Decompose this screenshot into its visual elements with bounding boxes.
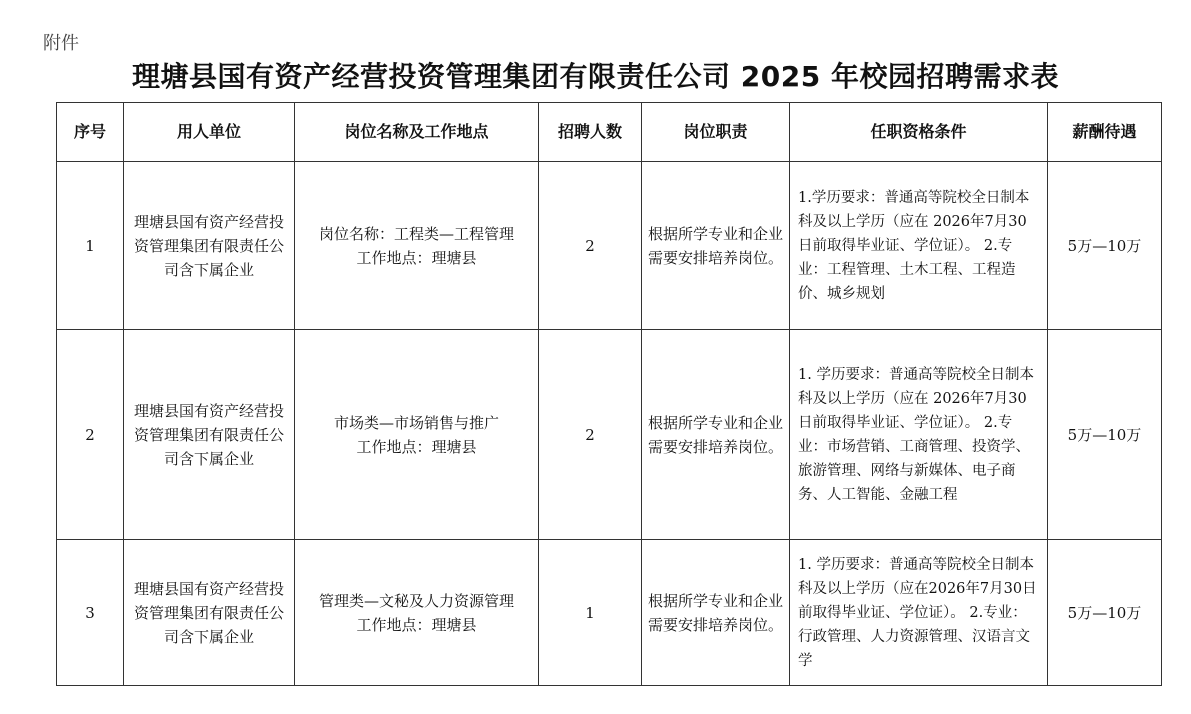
attachment-label: 附件 <box>43 33 79 54</box>
header-cell: 用人单位 <box>124 103 295 162</box>
qualifications: 1. 学历要求：普通高等院校全日制本科及以上学历（应在2026年7月30日前取得毕业证、学位证）。 2.专业：行政管理、人力资源管理、汉语言文学 <box>790 540 1048 686</box>
salary: 5万—10万 <box>1048 330 1162 540</box>
salary: 5万—10万 <box>1048 540 1162 686</box>
table-row <box>57 330 1162 540</box>
header-cell: 任职资格条件 <box>790 103 1048 162</box>
work-location: 工作地点：理塘县 <box>356 248 477 267</box>
page-title: 理塘县国有资产经营投资管理集团有限责任公司 2025 年校园招聘需求表 <box>132 60 1059 93</box>
header-cell: 岗位名称及工作地点 <box>295 103 539 162</box>
header-cell: 招聘人数 <box>539 103 642 162</box>
position-cell <box>295 162 539 330</box>
work-location: 工作地点：理塘县 <box>356 615 477 634</box>
header-cell: 序号 <box>57 103 124 162</box>
employer-unit: 理塘县国有资产经营投资管理集团有限责任公司含下属企业 <box>124 330 295 540</box>
job-duties: 根据所学专业和企业需要安排培养岗位。 <box>642 540 790 686</box>
table-row <box>57 540 1162 686</box>
headcount: 1 <box>539 540 642 686</box>
header-cell: 薪酬待遇 <box>1048 103 1162 162</box>
job-duties: 根据所学专业和企业需要安排培养岗位。 <box>642 330 790 540</box>
position-cell <box>295 330 539 540</box>
recruitment-table <box>56 102 1162 686</box>
table-header-row <box>57 103 1162 162</box>
row-number: 2 <box>57 330 124 540</box>
qualifications: 1. 学历要求：普通高等院校全日制本科及以上学历（应在 2026年7月30日前取得毕业证、学位证）。 2.专业：市场营销、工商管理、投资学、旅游管理、网络与新媒体、电子商务、人工智能、金融工程 <box>790 330 1048 540</box>
position-cell <box>295 540 539 686</box>
salary: 5万—10万 <box>1048 162 1162 330</box>
work-location: 工作地点：理塘县 <box>356 437 477 456</box>
employer-unit: 理塘县国有资产经营投资管理集团有限责任公司含下属企业 <box>124 162 295 330</box>
header-cell: 岗位职责 <box>642 103 790 162</box>
table-row <box>57 162 1162 330</box>
row-number: 1 <box>57 162 124 330</box>
position-name: 管理类—文秘及人力资源管理 <box>318 591 514 610</box>
position-name: 市场类—市场销售与推广 <box>333 413 499 432</box>
employer-unit: 理塘县国有资产经营投资管理集团有限责任公司含下属企业 <box>124 540 295 686</box>
job-duties: 根据所学专业和企业需要安排培养岗位。 <box>642 162 790 330</box>
headcount: 2 <box>539 162 642 330</box>
row-number: 3 <box>57 540 124 686</box>
position-name: 岗位名称：工程类—工程管理 <box>318 224 514 243</box>
qualifications: 1.学历要求：普通高等院校全日制本科及以上学历（应在 2026年7月30日前取得毕业证、学位证）。 2.专业：工程管理、土木工程、工程造价、城乡规划 <box>790 162 1048 330</box>
headcount: 2 <box>539 330 642 540</box>
